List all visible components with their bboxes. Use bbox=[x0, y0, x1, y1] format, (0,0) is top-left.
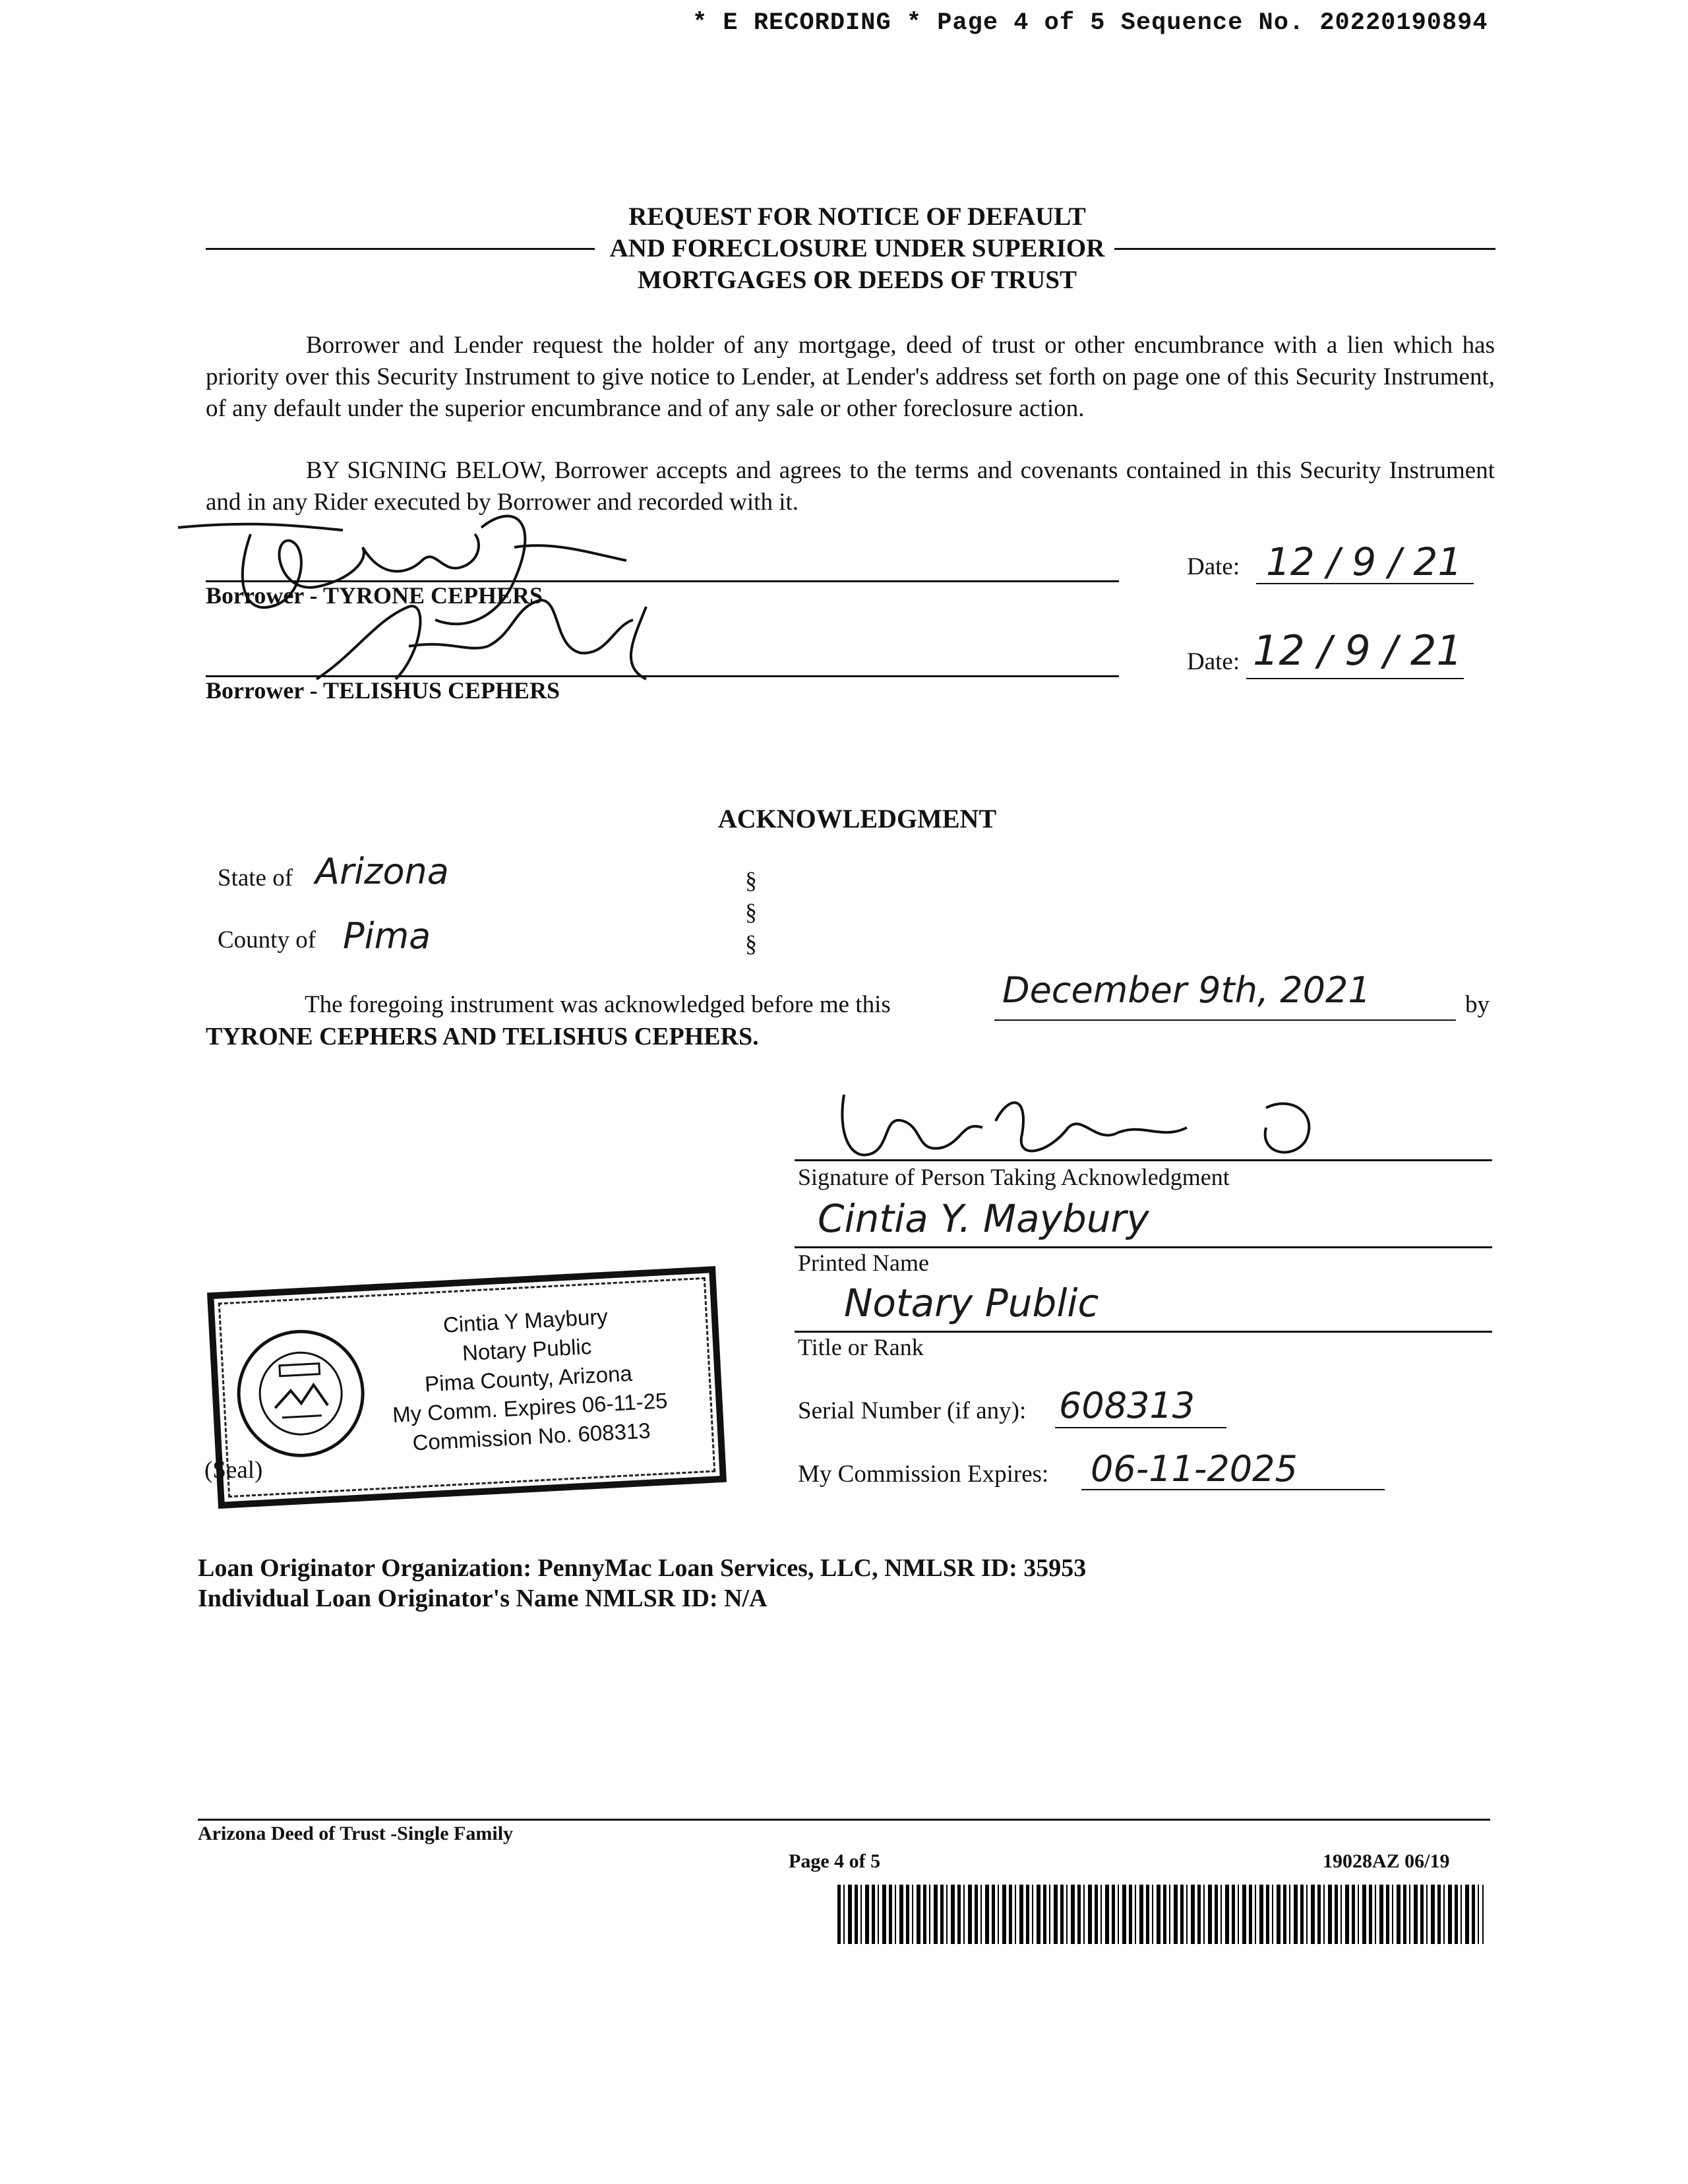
county-value: Pima bbox=[343, 915, 431, 957]
notary-printed-name: Cintia Y. Maybury bbox=[818, 1196, 1149, 1241]
section-mark-2: § bbox=[745, 899, 757, 925]
footer-rule bbox=[198, 1819, 1490, 1821]
paragraph-signing: BY SIGNING BELOW, Borrower accepts and agrees to the terms and covenants contained in this Security Instrument and in any Rider executed by Borrower and recorded with it. bbox=[206, 457, 1495, 516]
individual-loan-originator: Individual Loan Originator's Name NMLSR ID: N/A bbox=[198, 1585, 768, 1612]
footer-form-name: Arizona Deed of Trust -Single Family bbox=[198, 1823, 514, 1844]
borrower1-label: Borrower - TYRONE CEPHERS bbox=[206, 582, 543, 609]
borrower2-label: Borrower - TELISHUS CEPHERS bbox=[206, 677, 560, 704]
stamp-expires: My Comm. Expires 06-11-25 bbox=[392, 1388, 669, 1427]
section-mark-1: § bbox=[745, 867, 757, 894]
title-rank-label: Title or Rank bbox=[798, 1334, 924, 1360]
commission-expires-label: My Commission Expires: bbox=[798, 1461, 1049, 1488]
title-line-2: AND FORECLOSURE UNDER SUPERIOR bbox=[609, 234, 1105, 262]
section-mark-3: § bbox=[745, 930, 757, 957]
footer-page-number: Page 4 of 5 bbox=[789, 1850, 881, 1872]
acknowledgment-heading: ACKNOWLEDGMENT bbox=[717, 804, 997, 834]
date1-label: Date: bbox=[1187, 553, 1240, 580]
notary-title: Notary Public bbox=[844, 1281, 1099, 1325]
recording-header: * E RECORDING * Page 4 of 5 Sequence No. 20220190894 bbox=[692, 9, 1488, 37]
stamp-commission: Commission No. 608313 bbox=[411, 1418, 651, 1455]
notary-signature-label: Signature of Person Taking Acknowledgment bbox=[798, 1164, 1230, 1190]
state-label: State of bbox=[218, 864, 293, 892]
date2-label: Date: bbox=[1187, 648, 1240, 675]
county-label: County of bbox=[218, 926, 316, 954]
title-line-3: MORTGAGES OR DEEDS OF TRUST bbox=[637, 266, 1077, 294]
title-line-1: REQUEST FOR NOTICE OF DEFAULT bbox=[628, 202, 1086, 231]
seal-label: (Seal) bbox=[204, 1457, 263, 1484]
serial-number-label: Serial Number (if any): bbox=[798, 1397, 1027, 1424]
state-seal-icon bbox=[231, 1324, 370, 1463]
notary-signature-line bbox=[795, 1159, 1492, 1161]
acknowledgment-by: by bbox=[1465, 991, 1490, 1018]
date1-value: 12 / 9 / 21 bbox=[1266, 539, 1462, 584]
acknowledgment-date: December 9th, 2021 bbox=[1002, 969, 1371, 1011]
title-rank-line bbox=[795, 1331, 1492, 1333]
printed-name-label: Printed Name bbox=[798, 1250, 929, 1276]
notary-stamp bbox=[207, 1266, 727, 1509]
acknowledgment-names: TYRONE CEPHERS AND TELISHUS CEPHERS. bbox=[206, 1023, 759, 1050]
date1-line bbox=[1256, 583, 1474, 584]
commission-expires-line bbox=[1081, 1489, 1385, 1490]
state-value: Arizona bbox=[315, 851, 449, 892]
date2-value: 12 / 9 / 21 bbox=[1253, 626, 1462, 675]
barcode bbox=[837, 1885, 1484, 1944]
footer-form-code: 19028AZ 06/19 bbox=[1323, 1850, 1450, 1872]
title-rule-right bbox=[1114, 248, 1495, 250]
printed-name-line bbox=[795, 1246, 1492, 1248]
acknowledgment-sentence: The foregoing instrument was acknowledged before me this bbox=[305, 991, 891, 1018]
stamp-name: Cintia Y Maybury bbox=[442, 1304, 609, 1337]
commission-expires-value: 06-11-2025 bbox=[1091, 1448, 1298, 1490]
date2-line bbox=[1246, 678, 1464, 679]
acknowledgment-date-line bbox=[994, 1019, 1456, 1021]
serial-number-line bbox=[1055, 1427, 1226, 1428]
stamp-county: Pima County, Arizona bbox=[424, 1360, 633, 1397]
loan-originator-organization: Loan Originator Organization: PennyMac Loan Services, LLC, NMLSR ID: 35953 bbox=[198, 1554, 1087, 1582]
paragraph-request: Borrower and Lender request the holder of any mortgage, deed of trust or other encumbrance with a lien which has priority over this Security Instrument to give notice to Lender, at Lender's address set forth on page one of this Security Instrument, of any default under the superior encumbrance and of any sale or other foreclosure action. bbox=[206, 332, 1495, 422]
stamp-title: Notary Public bbox=[462, 1334, 593, 1366]
serial-number-value: 608313 bbox=[1059, 1385, 1195, 1426]
